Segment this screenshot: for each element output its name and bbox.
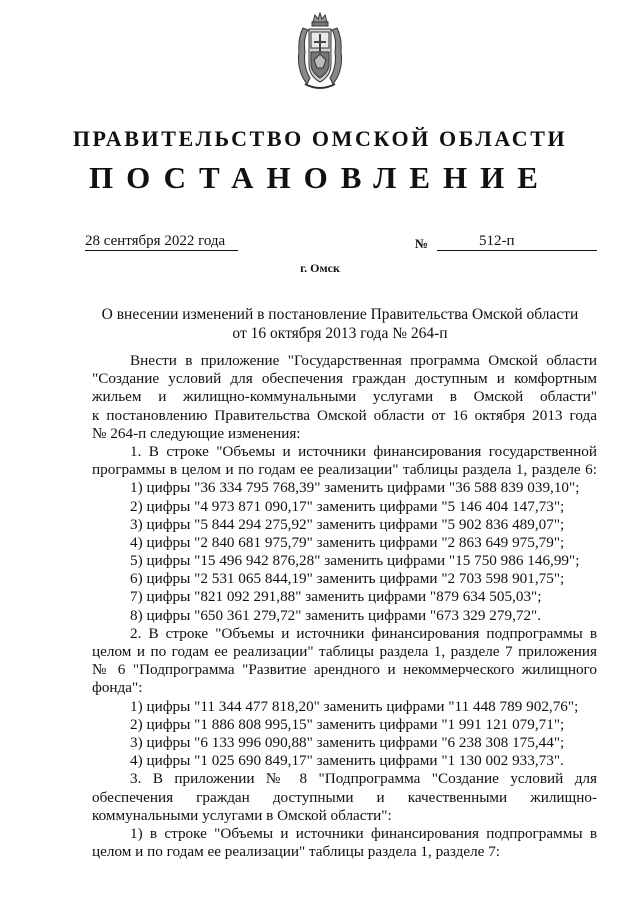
body-line: № 264-п следующие изменения:: [92, 424, 301, 442]
body-line: фонда":: [92, 679, 143, 697]
document-type-title: ПОСТАНОВЛЕНИЕ: [89, 160, 551, 195]
body-line: 2) цифры "1 886 808 995,15" заменить цифрами "1 991 121 079,71";: [130, 715, 565, 733]
body-line: 5) цифры "15 496 942 876,28" заменить цифрами "15 750 986 146,99";: [130, 552, 580, 570]
body-line: 6) цифры "2 531 065 844,19" заменить цифрами "2 703 598 901,75";: [130, 570, 565, 588]
document-date: 28 сентября 2022 года: [85, 232, 238, 251]
body-line: обеспечения граждан доступными и качественными жилищно-: [92, 788, 597, 806]
body-line: "Создание условий для обеспечения граждан доступным и комфортным: [92, 370, 597, 388]
document-number-label: №: [415, 236, 429, 251]
body-line: к постановлению Правительства Омской области от 16 октября 2013 года: [92, 406, 597, 424]
document-number: 512-п: [437, 232, 597, 251]
body-line: программы в целом и по годам ее реализации" таблицы раздела 1, разделе 6:: [92, 461, 597, 479]
body-line: 7) цифры "821 092 291,88" заменить цифрами "879 634 505,03";: [130, 588, 542, 606]
body-line: Внести в приложение "Государственная программа Омской области: [130, 352, 597, 369]
document-subject: [0, 305, 640, 343]
subject-line: от 16 октября 2013 года № 264-п: [232, 325, 448, 342]
body-line: коммунальными услугами в Омской области":: [92, 806, 392, 824]
body-line: жильем и жилищно-коммунальными услугами в Омской области": [92, 388, 597, 406]
body-line: 1) цифры "11 344 477 818,20" заменить цифрами "11 448 789 902,76";: [130, 697, 579, 715]
body-line: 3) цифры "6 133 996 090,88" заменить цифрами "6 238 308 175,44";: [130, 733, 565, 751]
body-line: целом и по годам ее реализации" таблицы раздела 1, разделе 7 приложения: [92, 643, 597, 660]
subject-line: О внесении изменений в постановление Правительства Омской области: [101, 306, 579, 323]
body-line: 1) цифры "36 334 795 768,39" заменить цифрами "36 588 839 039,10";: [130, 479, 580, 497]
document-body: [92, 352, 597, 861]
body-line: 1. В строке "Объемы и источники финансирования государственной: [130, 442, 597, 460]
body-line: целом и по годам ее реализации" таблицы раздела 1, разделе 7:: [92, 843, 501, 861]
body-line: 4) цифры "2 840 681 975,79" заменить цифрами "2 863 649 975,79";: [130, 533, 565, 551]
body-line: 4) цифры "1 025 690 849,17" заменить цифрами "1 130 002 933,73".: [130, 752, 564, 770]
government-title: ПРАВИТЕЛЬСТВО ОМСКОЙ ОБЛАСТИ: [72, 126, 568, 151]
body-line: 1) в строке "Объемы и источники финансирования подпрограммы в: [130, 824, 597, 842]
body-line: 8) цифры "650 361 279,72" заменить цифрами "673 329 279,72".: [130, 606, 542, 624]
body-line: 2) цифры "4 973 871 090,17" заменить цифрами "5 146 404 147,73";: [130, 497, 565, 515]
body-line: 2. В строке "Объемы и источники финансирования подпрограммы в: [130, 624, 597, 642]
document-city: г. Омск: [300, 261, 340, 275]
body-line: 3. В приложении № 8 "Подпрограмма "Создание условий для: [130, 770, 597, 788]
body-line: № 6 "Подпрограмма "Развитие арендного и некоммерческого жилищного: [92, 661, 597, 679]
omsk-region-coat-of-arms-emblem: [295, 12, 345, 92]
body-line: 3) цифры "5 844 294 275,92" заменить цифрами "5 902 836 489,07";: [130, 515, 565, 533]
